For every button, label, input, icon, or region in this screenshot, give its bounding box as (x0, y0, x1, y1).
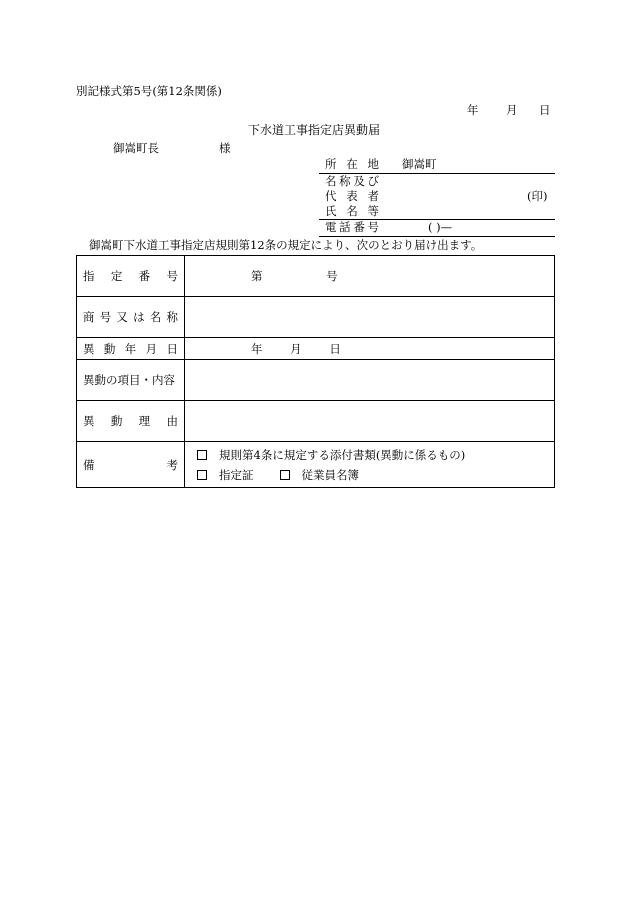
row-change-date (77, 338, 555, 360)
designation-go: 号 (326, 269, 338, 283)
change-date-field[interactable] (185, 338, 555, 360)
row-reason (77, 401, 555, 442)
designation-number-label: 指 定 番 号 (77, 256, 185, 297)
addressee: 御嵩町長 (113, 141, 159, 155)
name-label-line-3: 氏 名 等 (325, 204, 379, 218)
designation-number-field[interactable] (185, 256, 555, 297)
row-remarks (77, 442, 555, 488)
check-certificate-label: 指定証 (219, 467, 254, 482)
change-items-label: 異動の項目・内容 (77, 360, 185, 401)
change-date-label: 異 動 年 月 日 (77, 338, 185, 360)
checkbox-certificate[interactable] (197, 470, 207, 480)
row-designation-number (77, 256, 555, 297)
date-day: 日 (539, 103, 551, 117)
change-day: 日 (329, 341, 341, 356)
change-year: 年 (251, 341, 263, 356)
change-month: 月 (290, 341, 302, 356)
date-month: 月 (506, 103, 518, 117)
form-number: 別記様式第5号(第12条関係) (76, 84, 222, 98)
checkbox-employee-list[interactable] (280, 470, 290, 480)
trade-name-field[interactable] (185, 297, 555, 338)
date-year: 年 (467, 103, 479, 117)
name-label-line-2: 代 表 者 (325, 189, 379, 203)
name-label-line-1: 名 称 及 び (325, 174, 379, 188)
phone-label: 電 話 番 号 (325, 220, 379, 234)
check-attachments-label: 規則第4条に規定する添付書類(異動に係るもの) (219, 447, 466, 462)
honorific: 様 (219, 141, 231, 155)
reason-label: 異 動 理 由 (77, 401, 185, 442)
document-title: 下水道工事指定店異動届 (248, 123, 381, 137)
checkbox-attachments[interactable] (197, 450, 207, 460)
change-form-table (76, 255, 555, 488)
check-attachments-row (185, 445, 554, 465)
check-employee-list-label: 従業員名簿 (301, 467, 359, 482)
check-certificate-row (185, 465, 554, 485)
phone-underline (319, 236, 555, 237)
phone-value: ( )— (428, 220, 453, 234)
row-change-items (77, 360, 555, 401)
intro-text: 御嵩町下水道工事指定店規則第12条の規定により、次のとおり届け出ます。 (89, 238, 483, 252)
reason-field[interactable] (185, 401, 555, 442)
seal-mark: (印) (527, 189, 548, 203)
designation-dai: 第 (251, 269, 263, 283)
trade-name-label: 商 号 又 は 名 称 (77, 297, 185, 338)
row-trade-name (77, 297, 555, 338)
address-value: 御嵩町 (402, 157, 437, 171)
change-items-field[interactable] (185, 360, 555, 401)
remarks-field (185, 442, 555, 488)
address-label: 所 在 地 (325, 157, 379, 171)
remarks-label: 備 考 (77, 442, 185, 488)
